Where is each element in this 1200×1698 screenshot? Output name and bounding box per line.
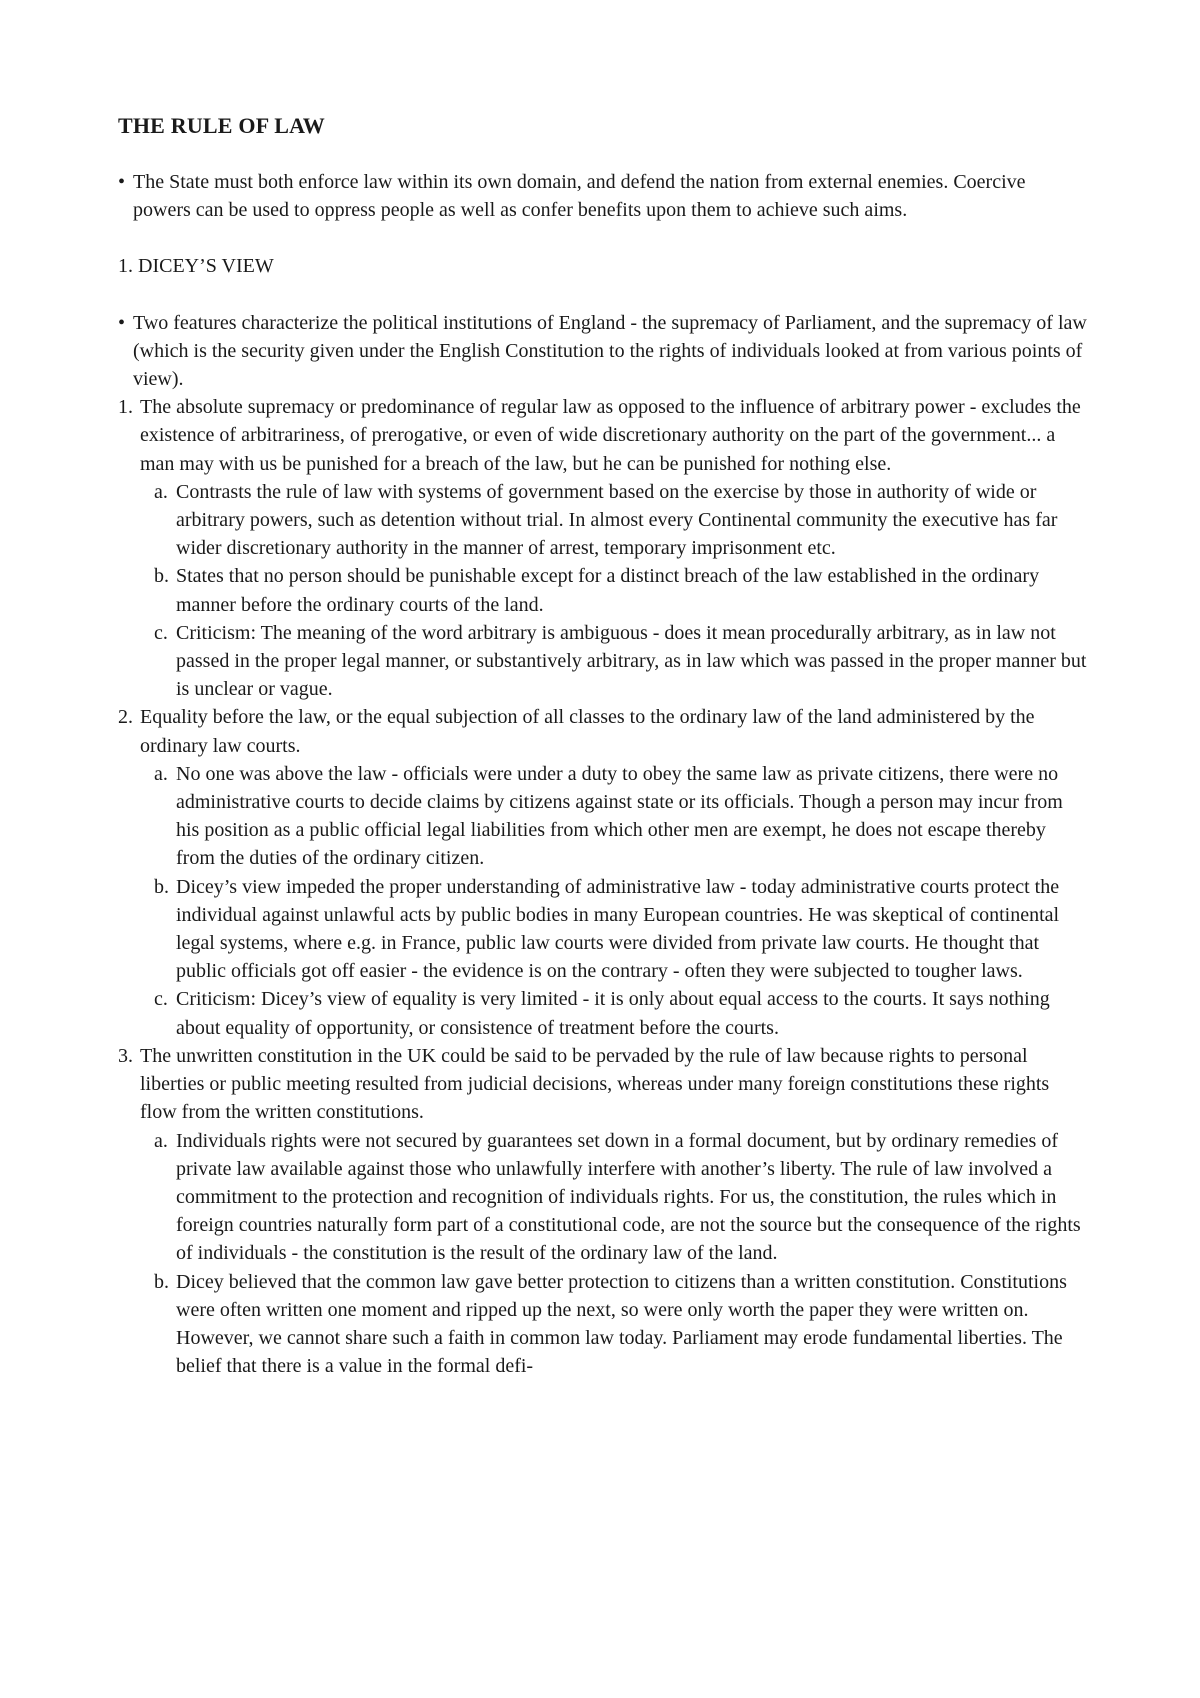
page-title: THE RULE OF LAW [118, 113, 325, 138]
point-2 [118, 703, 1088, 759]
sub-text: Dicey believed that the common law gave better protection to citizens than a written constitution. Constitutions were often written one moment and ripped up the next, so were only worth the paper they were written on. However, we cannot share such a faith in common law today. Parliament may erode fundamental liberties. The belief that there is a value in the formal defi- [176, 1270, 1067, 1378]
document-body [118, 112, 1088, 1380]
sub-text: Contrasts the rule of law with systems of government based on the exercise by those in authority of wide or arbitrary powers, such as detention without trial. In almost every Continental community the executive has far wider discretionary authority in the manner of arrest, temporary imprisonment etc. [176, 480, 1058, 560]
point-1-sub-b [118, 562, 1088, 618]
sub-marker: a. [154, 762, 168, 785]
features-bullet [118, 309, 1088, 394]
sub-text: Dicey’s view impeded the proper understanding of administrative law - today administrative courts protect the individual against unlawful acts by public bodies in many European countries. He was skeptical of continental legal systems, where e.g. in France, public law courts were divided from private law courts. He thought that public officials got off easier - the evidence is on the contrary - often they were subjected to tougher laws. [176, 875, 1060, 983]
sub-marker: c. [154, 621, 168, 644]
sub-text: Individuals rights were not secured by guarantees set down in a formal document, but by ordinary remedies of private law available against those who unlawfully interfere with another’s liberty. The rule of law involved a commitment to the protection and recognition of individuals rights. For us, the constitution, the rules which in foreign countries naturally form part of a constitutional code, are not the source but the consequence of the rights of individuals - the constitution is the result of the ordinary law of the land. [176, 1129, 1081, 1265]
sub-marker: a. [154, 480, 168, 503]
point-text: The absolute supremacy or predominance of regular law as opposed to the influence of arbitrary power - excludes the existence of arbitrariness, of prerogative, or even of wide discretionary authority on the part of the government... a man may with us be punished for a breach of the law, but he can be punished for nothing else. [140, 396, 1081, 475]
point-text: The unwritten constitution in the UK could be said to be pervaded by the rule of law because rights to personal liberties or public meeting resulted from judicial decisions, whereas under many foreign constitutions these rights flow from the written constitutions. [140, 1044, 1050, 1124]
point-2-sub-b [118, 873, 1088, 986]
intro-bullet-text: The State must both enforce law within its own domain, and defend the nation from external enemies. Coercive powers can be used to oppress people as well as confer benefits upon them to achieve such aims. [133, 171, 1026, 222]
point-1 [118, 393, 1088, 478]
features-bullet-text: Two features characterize the political institutions of England - the supremacy of Parliament, and the supremacy of law (which is the security given under the English Constitution to the rights of individuals looked at from various points of view). [133, 311, 1087, 391]
sub-marker: c. [154, 988, 168, 1011]
bullet-marker: • [118, 311, 126, 334]
point-2-sub-a [118, 760, 1088, 873]
sub-marker: a. [154, 1129, 168, 1152]
point-text: Equality before the law, or the equal subjection of all classes to the ordinary law of the land administered by the ordinary law courts. [140, 706, 1035, 757]
sub-marker: b. [154, 1270, 169, 1293]
sub-text: States that no person should be punishable except for a distinct breach of the law established in the ordinary manner before the ordinary courts of the land. [176, 565, 1040, 616]
point-marker: 3. [118, 1044, 133, 1067]
sub-marker: b. [154, 565, 169, 588]
sub-text: No one was above the law - officials were under a duty to obey the same law as private citizens, there were no administrative courts to decide claims by citizens against state or its officials. Though a person may incur from his position as a public official legal liabilities from which other men are exempt, he does not escape thereby from the duties of the ordinary citizen. [176, 762, 1063, 870]
sub-marker: b. [154, 875, 169, 898]
point-marker: 1. [118, 396, 133, 419]
point-3-sub-a [118, 1127, 1088, 1268]
point-3 [118, 1042, 1088, 1127]
intro-bullet [118, 168, 1088, 224]
point-3-sub-b [118, 1268, 1088, 1381]
point-1-sub-a [118, 478, 1088, 563]
point-2-sub-c [118, 985, 1088, 1041]
section-heading: 1. DICEY’S VIEW [118, 255, 274, 278]
point-1-sub-c [118, 619, 1088, 704]
sub-text: Criticism: Dicey’s view of equality is very limited - it is only about equal access to the courts. It says nothing about equality of opportunity, or consistence of treatment before the courts. [176, 988, 1050, 1039]
bullet-marker: • [118, 171, 126, 193]
sub-text: Criticism: The meaning of the word arbitrary is ambiguous - does it mean procedurally arbitrary, as in law not passed in the proper legal manner, or substantively arbitrary, as in law which was passed in the proper manner but is unclear or vague. [176, 621, 1087, 701]
point-marker: 2. [118, 706, 133, 729]
